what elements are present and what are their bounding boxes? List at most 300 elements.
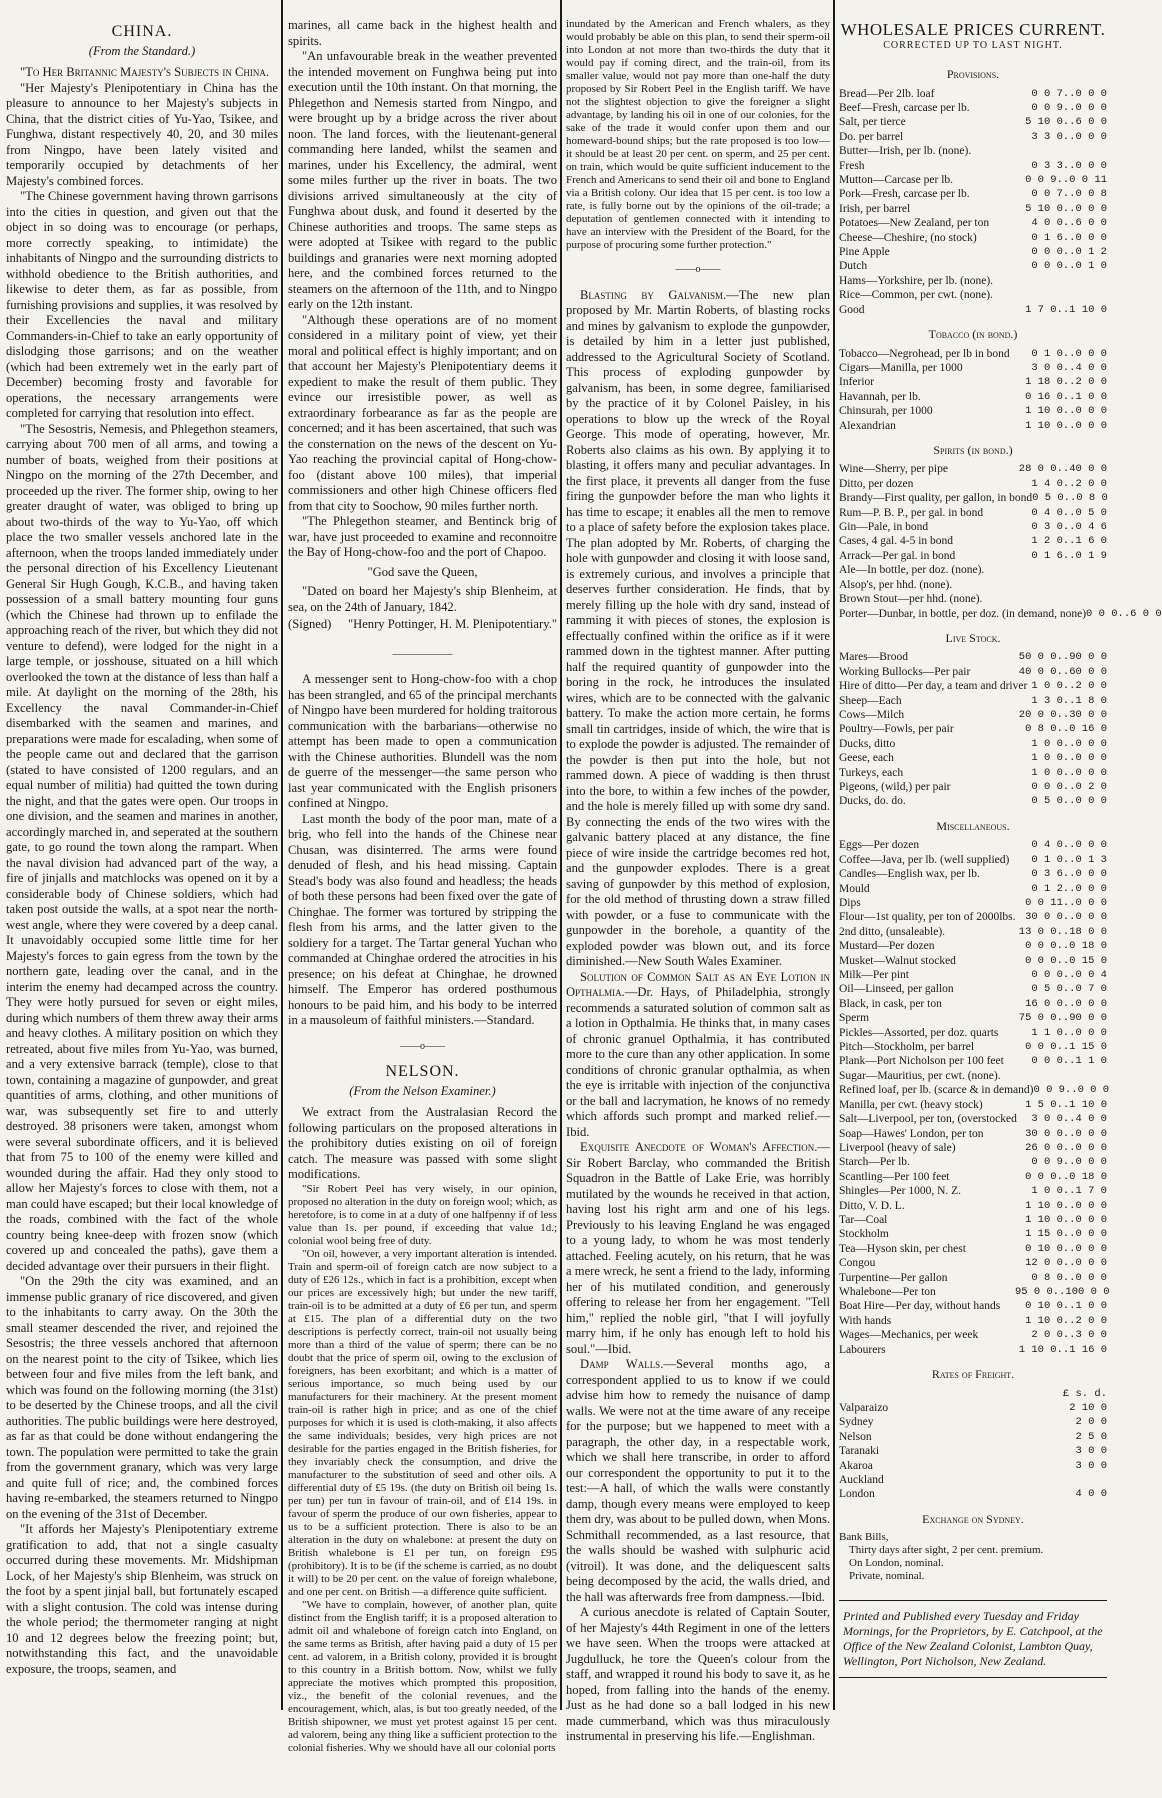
price-row — [839, 520, 1107, 534]
price-row — [839, 144, 1107, 158]
price-item-label: Poultry—Fowls, per pair — [839, 723, 954, 736]
price-row — [839, 794, 1107, 808]
price-row — [839, 780, 1107, 794]
price-item-label: Eggs—Per dozen — [839, 839, 920, 852]
price-item-value: 0 0 9..0 0 0 — [1031, 101, 1107, 114]
price-row — [839, 404, 1107, 418]
price-item-value: 0 10 0..1 0 0 — [1025, 1300, 1107, 1313]
freight-row — [839, 1459, 1107, 1473]
price-row — [839, 1184, 1107, 1198]
price-item-label: Sydney — [839, 1416, 874, 1429]
price-item-label: Tea—Hyson skin, per chest — [839, 1242, 966, 1255]
freight-row — [839, 1430, 1107, 1444]
price-row — [839, 1069, 1107, 1083]
price-item-label: London — [839, 1488, 875, 1501]
price-row — [839, 679, 1107, 693]
prices-title: WHOLESALE PRICES CURRENT. — [840, 20, 1106, 39]
freight-table — [839, 1401, 1107, 1502]
price-row — [839, 187, 1107, 201]
price-row — [839, 534, 1107, 548]
price-row — [839, 419, 1107, 433]
price-row — [839, 303, 1107, 317]
paragraph: "Although these operations are of no moment considered in a military point of view, yet their moral and political effect is highly important; and on that account her Majesty's Plenipotentiary deems it expedient to make the result of them public. They evince our irresistible power, as well as extraordinary forbearance as far as the people are concerned; and it has been ascertained, that such was the consternation on the news of the descent on Yu-Yao reaching the provincial capital of Hong-chow-foo (distant above 100 miles), that imperial commissioners and other high Chinese officers fled from that city to Soochow, 90 miles further north. — [288, 312, 557, 513]
price-item-value: 1 10 0..0 0 0 — [1025, 1199, 1107, 1212]
price-item-value: 0 5 0..0 0 0 — [1031, 795, 1107, 808]
item-anecdote — [566, 1140, 830, 1357]
price-row — [839, 954, 1107, 968]
price-item-label: Soap—Hawes' London, per ton — [839, 1127, 984, 1140]
price-row — [839, 896, 1107, 910]
price-item-label: Rum—P. B. P., per gal. in bond — [839, 506, 984, 519]
price-item-label: Do. per barrel — [839, 130, 904, 143]
section-heading: Spirits (in bond.) — [933, 442, 1013, 457]
price-item-value: 0 4 0..0 0 0 — [1031, 839, 1107, 852]
exchange-line: Bank Bills, — [839, 1531, 889, 1544]
price-item-value: 2 5 0 — [1075, 1430, 1107, 1443]
price-item-value: 0 0 0..0 2 0 — [1031, 781, 1107, 794]
price-row — [839, 939, 1107, 953]
price-item-value: 1 10 0..2 0 0 — [1025, 1314, 1107, 1327]
price-item-value: 1 0 0..2 0 0 — [1031, 680, 1107, 693]
price-item-label: Sugar—Mauritius, per cwt. (none). — [839, 1069, 1001, 1082]
price-item-label: Cigars—Manilla, per 1000 — [839, 361, 963, 374]
price-row — [839, 274, 1107, 288]
price-item-label: Ducks, do. do. — [839, 795, 906, 808]
price-item-value: 1 0 0..0 0 0 — [1031, 752, 1107, 765]
price-sections — [839, 67, 1162, 1357]
price-item-value: 1 10 0..0 0 0 — [1025, 405, 1107, 418]
exchange-line: On London, nominal. — [849, 1557, 944, 1570]
price-item-label: Geese, each — [839, 752, 894, 765]
price-item-label: Nelson — [839, 1430, 872, 1443]
price-item-label: Alsop's, per hhd. (none). — [839, 578, 953, 591]
item-body: —Sir Robert Barclay, who commanded the British Squadron in the Battle of Lake Erie, was horribly mutilated by the wounds he received in that action, having lost his right arm and one of his legs. Previously to his leaving England he was engaged to a young lady, to whom he was most tenderly attached. Feeling acutely, on his return, that he was a mere wreck, he sent a friend to the lady, informing her of his mutilated condition, and generously offering to release her from her engagement. "Tell him," replied the noble girl, "that I will joyfully marry him, if he only has enough left to hold his soul."—Ibid. — [566, 1140, 830, 1356]
price-item-value: 1 4 0..2 0 0 — [1031, 477, 1107, 490]
column-prices-current — [839, 18, 1162, 1704]
price-item-value: 1 0 0..1 7 0 — [1031, 1185, 1107, 1198]
price-item-value: 1 5 0..1 10 0 — [1025, 1098, 1107, 1111]
separator-rule: ——o—— — [675, 264, 721, 275]
price-row — [839, 462, 1107, 476]
price-row — [839, 1256, 1107, 1270]
price-item-value: 0 0 9..0 0 11 — [1025, 173, 1107, 186]
price-row — [839, 1054, 1107, 1068]
price-item-value: 0 4 0..0 5 0 — [1031, 506, 1107, 519]
price-item-label: Cheese—Cheshire, (no stock) — [839, 231, 977, 244]
price-item-label: Milk—Per pint — [839, 969, 909, 982]
price-item-value — [1015, 274, 1107, 288]
paragraph: "It affords her Majesty's Plenipotentiary extreme gratification to add, that not a single casualty occurred during these movements. Mr. Midshipman Lock, of her Majesty's ship Blenheim, was struck on the foot by a spent jinjal ball, but fortunately escaped with a slight contusion. The cold was intense during the whole period; the thermometer ranging at night 10 and 12 degrees below the freezing point; but, notwithstanding this fact, and the unavoidable exposure, the troops, seamen, and — [6, 1522, 278, 1676]
item-title: Exquisite Anecdote of Woman's Affection. — [580, 1140, 818, 1154]
price-row — [839, 1127, 1107, 1141]
article-heading: NELSON. — [385, 1063, 460, 1080]
price-item-label: Fresh — [839, 159, 865, 172]
price-item-label: Gin—Pale, in bond — [839, 521, 929, 534]
price-row — [839, 1328, 1107, 1342]
price-row — [839, 737, 1107, 751]
price-item-value: 0 5 0..0 7 0 — [1031, 983, 1107, 996]
price-item-label: Mutton—Carcase per lb. — [839, 173, 954, 186]
price-item-label: Boat Hire—Per day, without hands — [839, 1300, 1001, 1313]
price-item-value: 4 0 0..6 0 0 — [1031, 217, 1107, 230]
price-row — [839, 853, 1107, 867]
price-row — [839, 1141, 1107, 1155]
price-item-value: 0 1 0..0 1 3 — [1031, 853, 1107, 866]
price-item-value: 13 0 0..18 0 0 — [1018, 925, 1107, 938]
section-heading: Miscellaneous. — [936, 818, 1010, 833]
price-item-value: 0 0 9..0 0 0 — [1033, 1084, 1110, 1097]
price-item-label: Labourers — [839, 1343, 886, 1356]
price-item-label: Chinsurah, per 1000 — [839, 405, 933, 418]
section-heading: Live Stock. — [945, 630, 1001, 645]
price-item-label: Brown Stout—per hhd. (none). — [839, 593, 983, 606]
price-item-label: Pitch—Stockholm, per barrel — [839, 1041, 975, 1054]
price-item-value — [1015, 578, 1107, 592]
price-item-label: Mares—Brood — [839, 651, 908, 664]
paragraph: "Her Majesty's Plenipotentiary in China has the pleasure to announce to her Majesty's subjects in China, that the district cities of Yu-Yao, Tsikee, and Funghwa, distant respectively 40, 20, and 30 miles from Ningpo, have been lately visited and temporarily occupied by detachments of her Majesty's combined forces. — [6, 80, 278, 188]
price-item-value: 0 16 0..1 0 0 — [1025, 390, 1107, 403]
price-item-label: Tobacco—Negrohead, per lb in bond — [839, 347, 1010, 360]
price-row — [839, 245, 1107, 259]
price-row — [839, 259, 1107, 273]
prices-subtitle: CORRECTED UP TO LAST NIGHT. — [883, 39, 1063, 51]
paragraph: "An unfavourable break in the weather prevented the intended movement on Funghwa being put into execution until the 10th instant. On that morning, the Phlegethon and Nemesis started from Ningpo, and were brought up by a bridge across the river about noon. The land forces, with the lieutenant-general commanding here landed, whilst the seamen and marines, under his Excellency, the admiral, went some miles further up the river in boats. The two divisions arrived simultaneously at the city of Funghwa about dusk, and found it deserted by the Chinese authorities and troops. The same steps as were adopted at Tsikee with regard to the public buildings and granaries were next morning adopted here, and the combined forces returned to the steamers on the afternoon of the 11th, and to Ningpo early on the 12th instant. — [288, 49, 557, 311]
price-row — [839, 968, 1107, 982]
paragraph: A messenger sent to Hong-chow-foo with a chop has been strangled, and 65 of the principal merchants of Ningpo have been murdered for holding traitorous communication with the barbarians—otherwise no attempt has been made to open a communication with the Chinese authorities. Blundell was the nom de guerre of the messenger—the same person who last year communicated with the English prisoners confined at Ningpo. — [288, 672, 557, 810]
price-row — [839, 1170, 1107, 1184]
price-row — [839, 838, 1107, 852]
price-item-label: Pine Apple — [839, 245, 890, 258]
column-china — [6, 18, 278, 1704]
price-item-label: Potatoes—New Zealand, per ton — [839, 217, 990, 230]
price-item-value — [1015, 1069, 1107, 1083]
price-item-value: 1 1 0..0 0 0 — [1031, 1026, 1107, 1039]
price-item-label: Valparaizo — [839, 1401, 889, 1414]
price-item-value: 95 0 0..100 0 0 — [1015, 1285, 1110, 1298]
price-item-label: Turpentine—Per gallon — [839, 1271, 948, 1284]
paragraph: "The Phlegethon steamer, and Bentinck brig of war, have just proceeded to examine and reconnoitre the Bay of Hong-chow-foo and the port of Chapoo. — [288, 514, 557, 559]
price-row — [839, 882, 1107, 896]
price-row — [839, 506, 1107, 520]
price-item-value: 0 8 0..0 16 0 — [1025, 723, 1107, 736]
price-row — [839, 982, 1107, 996]
price-item-value: 1 0 0..0 0 0 — [1031, 737, 1107, 750]
price-item-value: 0 0 11..0 0 0 — [1025, 897, 1107, 909]
column-miscellany — [566, 18, 830, 1743]
price-item-label: Ducks, ditto — [839, 737, 896, 750]
price-item-label: Good — [839, 303, 865, 316]
price-item-label: Brandy—First quality, per gallon, in bond — [839, 492, 1033, 505]
price-item-label: Pickles—Assorted, per doz. quarts — [839, 1026, 999, 1039]
section-heading: Provisions. — [946, 67, 1000, 81]
price-item-label: Salt—Liverpool, per ton, (overstocked — [839, 1113, 1017, 1126]
separator-rule: —————— — [392, 648, 453, 660]
price-row — [839, 1314, 1107, 1328]
price-item-value: 0 1 0..0 0 0 — [1031, 347, 1107, 360]
item-title: Solution of Common Salt as an Eye Lotion in Opthalmia. — [566, 969, 830, 999]
price-item-label: Alexandrian — [839, 419, 896, 432]
price-row — [839, 202, 1107, 216]
price-row — [839, 361, 1107, 375]
price-item-value: 0 1 6..0 0 0 — [1031, 231, 1107, 244]
price-item-label: Taranaki — [839, 1445, 880, 1458]
price-row — [839, 1285, 1110, 1299]
price-item-label: Scantling—Per 100 feet — [839, 1170, 950, 1183]
price-row — [839, 549, 1107, 563]
price-row — [839, 650, 1107, 664]
price-item-value: 0 0 0..1 1 0 — [1031, 1055, 1107, 1068]
table-header — [839, 1387, 1107, 1401]
exchange-line: Thirty days after sight, 2 per cent. premium. — [849, 1544, 1044, 1557]
price-item-value: 0 0 0..6 0 0 — [1086, 607, 1162, 620]
price-item-value: 0 5 0..0 8 0 — [1032, 492, 1108, 505]
price-row — [839, 578, 1107, 592]
price-item-label: Ditto, per dozen — [839, 477, 914, 490]
price-item-label: Cows—Milch — [839, 709, 905, 722]
price-item-value — [1015, 288, 1107, 302]
price-item-label: Musket—Walnut stocked — [839, 954, 956, 967]
price-row — [839, 1155, 1107, 1169]
price-row — [839, 751, 1107, 765]
price-item-label: Sheep—Each — [839, 694, 902, 707]
price-item-label: Ditto, V. D. L. — [839, 1199, 905, 1212]
item-salt-lotion — [566, 970, 830, 1141]
price-item-value: 2 0 0..3 0 0 — [1031, 1329, 1107, 1342]
price-item-label: Cases, 4 gal. 4-5 in bond — [839, 535, 954, 548]
price-item-value: 3 3 0..0 0 0 — [1031, 130, 1107, 143]
price-item-label: Tar—Coal — [839, 1213, 888, 1226]
price-item-value: 0 10 0..0 0 0 — [1025, 1242, 1107, 1255]
price-row — [839, 1083, 1110, 1097]
article-source: (From the Nelson Examiner.) — [349, 1083, 496, 1098]
signed-label: (Signed) — [288, 617, 332, 631]
paragraph: "On the 29th the city was examined, and an immense public granary of rice discovered, and given to the inhabitants to carry away. On the 30th the small steamer descended the river, and rejoined the Sesostris; the three vessels anchored that afternoon on the nearest point to the city of Tsikee, which lies between four and five miles from the left bank, and which was found on the following morning (the 31st) to be deserted by the Chinese troops, and all the civil authorities. The public buildings were here destroyed, as far as that could be done without endangering the town. The population were permitted to take the grain from the government granary, which was very large and quite full of rice; and, the combined forces having re-embarked, the steamers returned to Ningpo on the evening of the 31st of December. — [6, 1274, 278, 1521]
price-row — [839, 563, 1107, 577]
price-row — [839, 115, 1107, 129]
price-row — [839, 390, 1107, 404]
item-captain-souter: A curious anecdote is related of Captain Souter, of her Majesty's 44th Regiment in one of the letters we have seen. When the troops were attacked at Jugdulluck, he tore the Queen's colour from the staff, and wrapped it round his body to save it, as he hoped, from falling into the hands of the enemy. Just as he had done so a ball lodged in his new made cummerband, which was thus miraculously instrumental in preserving his life.—Englishman. — [566, 1605, 830, 1743]
price-item-value: 0 8 0..0 0 0 — [1031, 1271, 1107, 1284]
price-item-value: 5 10 0..6 0 0 — [1025, 116, 1107, 129]
price-item-value: 30 0 0..0 0 0 — [1025, 1127, 1107, 1140]
price-row — [839, 592, 1107, 606]
price-row — [839, 1199, 1107, 1213]
price-item-label: 2nd ditto, (unsaleable). — [839, 925, 946, 938]
price-item-value: 0 0 9..0 0 0 — [1031, 1156, 1107, 1169]
price-row — [839, 694, 1107, 708]
price-item-value: 0 0 7..0 0 8 — [1031, 188, 1107, 201]
freight-row — [839, 1473, 1107, 1487]
price-item-value: 0 0 7..0 0 0 — [1031, 87, 1107, 100]
freight-row — [839, 1444, 1107, 1458]
article-heading: CHINA. — [111, 23, 173, 40]
freight-row — [839, 1487, 1107, 1501]
paragraph: inundated by the American and French whalers, as they would probably be able on this plan, to send their sperm-oil into London at not more than two-thirds the duty that it would pay if coming direct, and the train-oil, from its smaller value, would not pay more than one-half the duty proposed by Sir Robert Peel in the English tariff. We have not the slightest objection to give the foreigner a slight advantage, by landing his oil in one of our colonies, for the sake of the trade it would confer upon them and our homeward-bound ships; but the rate proposed is too low—it should be at least 20 per cent. on sperm, and 25 per cent. on train, which would be quite sufficient inducement to the French and Americans to send their oil and bone to England via a British colony. Our idea that 15 per cent. is too low a rate, is fully borne out by the opinions of the oil-trade; a deputation of gentlemen connected with it intending to have an interview with the President of the Board, for the purpose of procuring some further protection." — [566, 18, 830, 251]
price-item-label: Coffee—Java, per lb. (well supplied) — [839, 853, 1010, 866]
column-rule — [833, 0, 835, 1710]
price-item-label: Bread—Per 2lb. loaf — [839, 87, 935, 100]
price-item-value: 2 10 0 — [1069, 1401, 1107, 1414]
separator-rule: ——o—— — [400, 1040, 445, 1052]
price-item-label: Plank—Port Nicholson per 100 feet — [839, 1055, 1004, 1068]
section-heading: Exchange on Sydney. — [922, 1511, 1024, 1526]
price-item-value: 3 0 0 — [1075, 1459, 1107, 1472]
price-item-value: 75 0 0..90 0 0 — [1018, 1012, 1107, 1025]
price-row — [839, 1026, 1107, 1040]
price-item-value: 1 10 0..0 0 0 — [1025, 419, 1107, 432]
column-china-continued — [288, 18, 557, 1754]
paragraph: "We have to complain, however, of another plan, quite distinct from the English tariff; it is a proposed alteration to admit oil and whalebone of foreign catch into England, on the same terms as British, after having paid a duty of 15 per cent. ad valorem, in a British colony, provided it is brought to this country in a British bottom. Now, whilst we fully appreciate the motives which prompted this proposition, viz., the benefit of the colonial revenues, and the encouragement, which, alas, is but too greatly needed, of the British shipowner, we must yet protest against 15 per cent. ad valorem, being any thing like a sufficient protection to the colonial fisheries. Why we should have all our colonial ports — [288, 1598, 557, 1754]
price-row — [839, 130, 1107, 144]
price-item-label: Irish, per barrel — [839, 202, 911, 215]
price-row — [839, 1098, 1107, 1112]
price-item-label: Oil—Linseed, per gallon — [839, 983, 954, 996]
price-item-value: 0 1 2..0 0 0 — [1031, 882, 1107, 895]
price-row — [839, 1343, 1107, 1357]
price-row — [839, 925, 1107, 939]
price-item-label: Butter—Irish, per lb. (none). — [839, 145, 972, 158]
freight-row — [839, 1401, 1107, 1415]
item-body: —The new plan proposed by Mr. Martin Roberts, of blasting rocks and mines by galvanism to explode the gunpowder, is detailed by him in a letter just published, addressed to the Agricultural Society of Scotland. This process of exploding gunpowder by galvanism, has been, in some degree, familiarised by the practice of it by Colonel Paisley, in his operations to blow up the wreck of the Royal George. This mode of operating, however, Mr. Roberts also claims as his own. By applying it to blasting, it offers many and peculiar advantages. In the first place, it prevents all danger from the fuse firing the gunpowder before the man who lights it has time to escape; it enables all the men to remove to a place of safety before the explosion takes place. The plan adopted by Mr. Roberts, of charging the hole with gunpowder and closing it with loose sand, is extremely curious, and involves a principle that deserves further consideration. He finds, that by merely filling up the hole with dry sand, instead of ramming it with pieces of stones, the explosion is effectually confined within the orifice as if it were rammed down in the tightest manner. After putting half the required quantity of gunpowder into the boring in the rock, he introduces the insulated wires, which are to be connected with the galvanic battery. To make the action more certain, he forms small tin cartridges, inside of which, the wire that is to explode the powder is adjusted. The remainder of the powder is then put into the hole, but not rammed down. A piece of wadding is then thrust into the bore, to within a few inches of the powder, and the hole is merely filled up with some dry sand. By connecting the ends of the two wires with the galvanic battery placed at any distance, the fine piece of wire inside the cartridge becomes red hot, and the gunpowder explodes. There is a great saving of gunpowder by this method of explosion, for the old method of thrusting down a straw filled with powder, or a fuse to communicate with the gunpowder in the borehole, a quantity of the exploded powder was blown out, and its force diminished.—New South Wales Examiner. — [566, 287, 830, 968]
price-item-label: Starch—Per lb. — [839, 1156, 910, 1169]
price-item-label: Wages—Mechanics, per week — [839, 1329, 979, 1342]
price-item-label: Porter—Dunbar, in bottle, per doz. (in demand, none) — [839, 607, 1087, 620]
price-item-label: With hands — [839, 1314, 892, 1327]
section-heading: Rates of Freight. — [931, 1367, 1015, 1381]
price-item-label: Ale—In bottle, per doz. (none). — [839, 564, 985, 577]
item-galvanism — [566, 288, 830, 970]
signature-block — [288, 617, 557, 633]
salutation: "To Her Britannic Majesty's Subjects in China. — [20, 65, 270, 79]
price-row — [839, 101, 1107, 115]
item-damp-walls — [566, 1357, 830, 1605]
price-item-value: 1 0 0..0 0 0 — [1031, 766, 1107, 779]
price-row — [839, 216, 1107, 230]
paragraph: "The Chinese government having thrown garrisons into the cities in question, and given out that the object in so doing was to encourage (or perhaps, more correctly speaking, to intimidate) the inhabitants of Ningpo and the surrounding districts to withhold obedience to the British authorities, and likewise to deter them, as far as possible, from furnishing provisions and supplies, it was resolved by their Excellencies the naval and military Commanders-in-Chief to take an early opportunity of dislodging those garrisons; and on the weather (which had been extremely wet in the early part of December) becoming frosty and favorable for operations, the necessary arrangements were completed for carrying that resolution into effect. — [6, 189, 278, 420]
price-item-label: Stockholm — [839, 1228, 889, 1241]
price-item-label: Auckland — [839, 1473, 884, 1486]
price-item-label: Akaroa — [839, 1459, 873, 1472]
price-item-label: Dutch — [839, 260, 868, 273]
price-row — [839, 1299, 1107, 1313]
price-item-label: Candles—English wax, per lb. — [839, 868, 980, 881]
price-row — [839, 1040, 1107, 1054]
price-item-label: Manilla, per cwt. (heavy stock) — [839, 1098, 983, 1111]
price-item-value: 1 15 0..0 0 0 — [1025, 1228, 1107, 1241]
price-row — [839, 607, 1162, 621]
item-title: Damp Walls. — [580, 1357, 664, 1371]
price-item-value: 20 0 0..30 0 0 — [1018, 709, 1107, 722]
section-heading: Tobacco (in bond.) — [928, 327, 1018, 341]
currency-header: £ s. d. — [1062, 1387, 1107, 1400]
price-item-value: 12 0 0..0 0 0 — [1025, 1257, 1107, 1270]
price-item-value: 3 0 0..4 0 0 — [1031, 361, 1107, 374]
price-row — [839, 665, 1107, 679]
item-body: —Several months ago, a correspondent applied to us to know if we could advise him how to remedy the nuisance of damp walls. We were not at the time aware of any receipe for the purpose; but we happened to meet with a paragraph, the other day, in a respectable work, which we shall here transcribe, in order to afford our correspondent the opportunity to put it to the test:—A hall, of which the walls were constantly damp, though every means were employed to keep them dry, was about to be pulled down, when Mons. Schmithall recommended, as a last resource, that the walls should be washed with sulphuric acid (vitroil). It was done, and the deliquescent salts being decomposed by the acid, the walls dried, and the hall was afterwards free from dampness.—Ibid. — [566, 1357, 830, 1604]
price-item-value: 1 18 0..2 0 0 — [1025, 376, 1107, 389]
price-item-label: Beef—Fresh, carcase per lb. — [839, 101, 970, 114]
price-item-value: 1 10 0..1 16 0 — [1018, 1343, 1107, 1356]
price-item-value: 2 0 0 — [1075, 1416, 1107, 1429]
price-item-label: Turkeys, each — [839, 766, 904, 779]
price-item-value — [1015, 563, 1107, 577]
price-item-value: 0 0 0..1 15 0 — [1025, 1041, 1107, 1054]
price-item-value: 0 1 6..0 1 9 — [1031, 549, 1107, 562]
price-row — [839, 477, 1107, 491]
price-row — [839, 1011, 1107, 1025]
price-item-value: 1 3 0..1 8 0 — [1031, 694, 1107, 707]
price-item-label: Refined loaf, per lb. (scarce & in demand) — [839, 1084, 1034, 1097]
price-item-label: Shingles—Per 1000, N. Z. — [839, 1185, 962, 1198]
paragraph: "The Sesostris, Nemesis, and Phlegethon steamers, carrying about 700 men of all arms, and towing a number of boats, weighed from their positions at Ningpo on the morning of the 27th December, and proceeded up the river. The former ship, owing to her greater draught of water, was obliged to bring up about two-thirds of the way to Yu-Yao, off which place the two smaller vessels anchored late in the afternoon, when the troops landed immediately under the personal direction of his Excellency Lieutenant General Sir Hugh Gough, K.C.B., and having taken possession of a small battery mounting four guns (which the Chinese had thrown up to enfilade the approaching reach of the river, but which they did not venture to defend), were lodged for the night in a large temple, or josshouse, situated on a hill which overlooked the town at the distance of less than half a mile. At daylight on the morning of the 28th, his Excellency the naval Commander-in-Chief disembarked with the seamen and marines, and preparations were made for escalading, when some of the people came out and declared that the garrison (stated to have consisted of 1200 regulars, and an equal number of militia) had quitted the town during the night, and that the gates were open. Our troops in one division, and the seamen and marines in another, accordingly marched in, and seperated at the southern gate, to go round the town along the rampart. When the naval division had advanced part of the way, a fire of jinjalls and matchlocks was opened on it by a considerable body of Chinese soldiers, which had taken post outside the walls, at a spot near the north-west angle, where they were covered by a deep canal. It unavoidably occupied some little time for her Majesty's forces to gain egress from the town by the northern gate, leading over the canal, and in the interim the enemy had decamped across the country. They were hotly pursued for seven or eight miles, during which numbers of them threw away their arms and heavy clothes. A military position on which they retreated, about five miles from Yu-Yao, was burned, and a very extensive barrack (temple), close to that town, containing a magazine of gunpowder, and great quantities of arms, clothing, and other munitions of war, was subsequently set fire to and utterly destroyed. 38 prisoners were taken, amongst whom were several subordinate officers, and it is believed that from 75 to 100 of the enemy were killed and wounded during the affair. Had they only stood to allow her Majesty's forces to close with them, not a man could have escaped; but their local knowledge of the roads, combined with the fact of the whole country being knee-deep with frozen snow (which covered up and concealed the paths), gave them a decided advantage over their pursuers in their flight. — [6, 421, 278, 1273]
price-row — [839, 1227, 1107, 1241]
price-item-value: 1 2 0..1 6 0 — [1031, 535, 1107, 548]
price-item-value: 0 0 0..0 1 2 — [1031, 245, 1107, 258]
god-save-line: "God save the Queen, — [367, 564, 478, 579]
item-body: —Dr. Hays, of Philadelphia, strongly recommends a saturated solution of common salt as a lotion in Opthalmia. He thinks that, in many cases of chronic granuel Opthalmia, it has contributed more to the cure than any other application. In some conditions of chronic granular opthalmia, as when the eye is irritable with injection of the conjunctiva or the ball and lacrymation, he knows of no remedy which affords such prompt and marked relief.—Ibid. — [566, 985, 830, 1139]
price-row — [839, 159, 1107, 173]
price-item-value: 4 0 0 — [1075, 1488, 1107, 1501]
price-item-value: 0 0 0..0 18 0 — [1025, 940, 1107, 953]
price-item-label: Flour—1st quality, per ton of 2000lbs. — [839, 911, 1016, 924]
price-row — [839, 231, 1107, 245]
signed-name: "Henry Pottinger, H. M. Plenipotentiary." — [347, 617, 557, 631]
price-item-label: Arrack—Per gal. in bond — [839, 549, 956, 562]
price-item-label: Inferior — [839, 376, 875, 389]
price-row — [839, 491, 1107, 505]
column-rule — [560, 0, 562, 1710]
price-row — [839, 1213, 1107, 1227]
price-row — [839, 1112, 1107, 1126]
price-item-label: Hire of ditto—Per day, a team and driver — [839, 680, 1028, 693]
item-title: Blasting by Galvanism. — [580, 287, 727, 302]
dateline: "Dated on board her Majesty's ship Blenheim, at sea, on the 24th of January, 1842. — [288, 584, 557, 614]
price-item-value — [1015, 592, 1107, 606]
publisher-imprint: Printed and Published every Tuesday and Friday Mornings, for the Proprietors, by E. Catchpool, at the Office of the New Zealand Colonist, Lambton Quay, Wellington, Port Nicholson, New Zealand. — [839, 1600, 1107, 1678]
paragraph: "Sir Robert Peel has very wisely, in our opinion, proposed no alteration in the duty on foreign wool; which, as heretofore, is to come in at a duty of one halfpenny if of less value than 1s. per pound, if exceeding that value 1d.; colonial wool being free of duty. — [288, 1182, 557, 1247]
price-row — [839, 288, 1107, 302]
article-source: (From the Standard.) — [88, 43, 196, 58]
price-item-value: 26 0 0..0 0 0 — [1025, 1141, 1107, 1154]
price-item-value: 1 10 0..0 0 0 — [1025, 1213, 1107, 1226]
price-item-value: 50 0 0..90 0 0 — [1018, 651, 1107, 664]
price-item-value: 30 0 0..0 0 0 — [1025, 911, 1107, 924]
price-item-value: 0 0 0..0 15 0 — [1025, 954, 1107, 967]
price-item-value: 0 0 0..0 0 4 — [1031, 969, 1107, 982]
paragraph: marines, all came back in the highest health and spirits. — [288, 18, 557, 48]
price-item-label: Whalebone—Per ton — [839, 1285, 936, 1298]
paragraph: "On oil, however, a very important alteration is intended. Train and sperm-oil of foreign catch are now subject to a duty of £26 12s., which in fact is a prohibition, except when our prices are excessively high; but under the new tariff, train-oil is to be admitted at a duty of £6 per tun, and sperm at £15. The plan of a differential duty on the two descriptions is perfectly correct, train-oil not usually being more than a third of the value of sperm; there can be no doubt that the price of sperm oil, owing to the exclusion of foreigners, has been exorbitant; and which is a matter of serious importance, so much being used by our manufacturers for their machinery. At the present moment train-oil is rather high in price; and as one of the chief purposes for which it is used is cloth-making, it also affects the same individuals; besides, very high prices are not desirable for the parties engaged in the British fisheries, for they invariably check the consumption, and drive the manufacturer to the substitution of seed and other oils. A differential duty of £5 19s. (the duty on British oil being 1s. per tun) per tun in favour of train-oil, and of £14 19s. in favour of sperm the produce of our own fisheries, appear to us to be a sufficient protection. There is also to be an alteration in the duty on whalebone: at present the duty on British whalebone is £1 per tun, on foreign £95 (prohibitory). It is to be (if the scheme is carried, as no doubt it will) to be 20 per cent. on the value of foreign whalebone, and one per cent. on British —a difference quite sufficient. — [288, 1247, 557, 1598]
price-item-value: 3 0 0 — [1075, 1445, 1107, 1458]
price-row — [839, 1242, 1107, 1256]
price-item-label: Pork—Fresh, carcase per lb. — [839, 188, 970, 201]
price-row — [839, 997, 1107, 1011]
price-item-label: Sperm — [839, 1012, 870, 1025]
price-item-label: Havannah, per lb. — [839, 390, 921, 403]
price-row — [839, 910, 1107, 924]
paragraph: We extract from the Australasian Record the following particulars on the proposed alterations in the prohibitory duties existing on oil of foreign catch. The measure was passed with some slight modifications. — [288, 1105, 557, 1181]
price-item-value: 0 0 0..0 18 0 — [1025, 1170, 1107, 1183]
price-item-value — [1015, 1473, 1107, 1487]
price-item-value: 40 0 0..60 0 0 — [1018, 665, 1107, 678]
freight-row — [839, 1415, 1107, 1429]
price-item-label: Wine—Sherry, per pipe — [839, 463, 948, 476]
price-item-value: 16 0 0..0 0 0 — [1025, 997, 1107, 1010]
price-item-label: Working Bullocks—Per pair — [839, 665, 971, 678]
price-item-value: 0 0 0..0 1 0 — [1031, 260, 1107, 273]
price-item-value: 0 3 3..0 0 0 — [1031, 159, 1107, 172]
price-row — [839, 173, 1107, 187]
